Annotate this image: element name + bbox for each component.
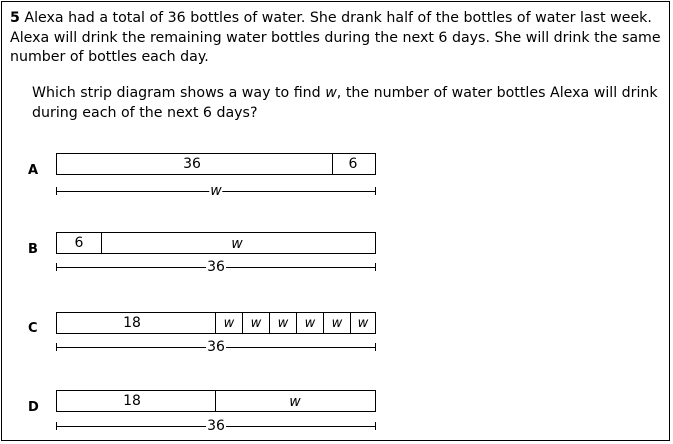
question-text: Alexa had a total of 36 bottles of water. She drank half of the bottles of water last week. Alexa will drink the remaining water bottles during the next 6 days. She will drink the same number of bottles each day. <box>10 10 661 65</box>
option-c-bracket-left <box>56 343 57 351</box>
prompt-start: Which strip diagram shows a way to find <box>32 85 326 101</box>
option-c-cell-label: w <box>327 316 347 332</box>
option-c-cell-label: w <box>219 316 239 332</box>
option-b-bracket-left <box>56 263 57 271</box>
prompt-end: , the number of water bottles Alexa will drink during each of the next 6 days? <box>32 85 658 121</box>
option-a-letter[interactable]: A <box>28 163 39 178</box>
question-stem <box>10 9 665 68</box>
option-c-strip <box>56 312 376 334</box>
option-a-bracket-left <box>56 187 57 195</box>
option-c-cell-divider <box>350 313 351 333</box>
option-d-bracket-left <box>56 422 57 430</box>
option-c-cell-divider <box>242 313 243 333</box>
option-b-seg1-label: 6 <box>69 235 89 251</box>
question-number: 5 <box>10 10 20 26</box>
option-b-bracket-right <box>375 263 376 271</box>
option-a-bracket-right <box>375 187 376 195</box>
option-c-letter[interactable]: C <box>28 321 38 336</box>
option-d-bracket-right <box>375 422 376 430</box>
option-c-divider <box>215 313 216 333</box>
option-a-bracket-label: w <box>210 183 222 199</box>
option-a-strip <box>56 153 376 175</box>
option-c-bracket-label: 36 <box>207 339 225 355</box>
option-c-cell-divider <box>323 313 324 333</box>
option-c-cell-label: w <box>354 316 372 332</box>
option-c-seg1-label: 18 <box>117 315 147 331</box>
option-c-bracket-right <box>375 343 376 351</box>
option-c-cell-divider <box>269 313 270 333</box>
option-d-letter[interactable]: D <box>28 400 39 415</box>
option-b-seg2-label: w <box>227 236 247 252</box>
option-a-seg1-label: 36 <box>177 156 207 172</box>
option-c-cell-label: w <box>246 316 266 332</box>
option-b-letter[interactable]: B <box>28 242 38 257</box>
question-prompt <box>32 84 662 123</box>
option-c-cell-divider <box>296 313 297 333</box>
option-a-seg2-label: 6 <box>343 156 363 172</box>
option-a-divider <box>332 154 333 174</box>
option-c-cell-label: w <box>300 316 320 332</box>
option-d-bracket-label: 36 <box>207 418 225 434</box>
option-d-strip <box>56 390 376 412</box>
option-d-seg2-label: w <box>285 394 305 410</box>
option-d-divider <box>215 391 216 411</box>
prompt-variable: w <box>325 85 337 101</box>
option-b-bracket-label: 36 <box>207 259 225 275</box>
option-b-strip <box>56 232 376 254</box>
option-b-divider <box>101 233 102 253</box>
option-c-cell-label: w <box>273 316 293 332</box>
option-d-seg1-label: 18 <box>117 393 147 409</box>
